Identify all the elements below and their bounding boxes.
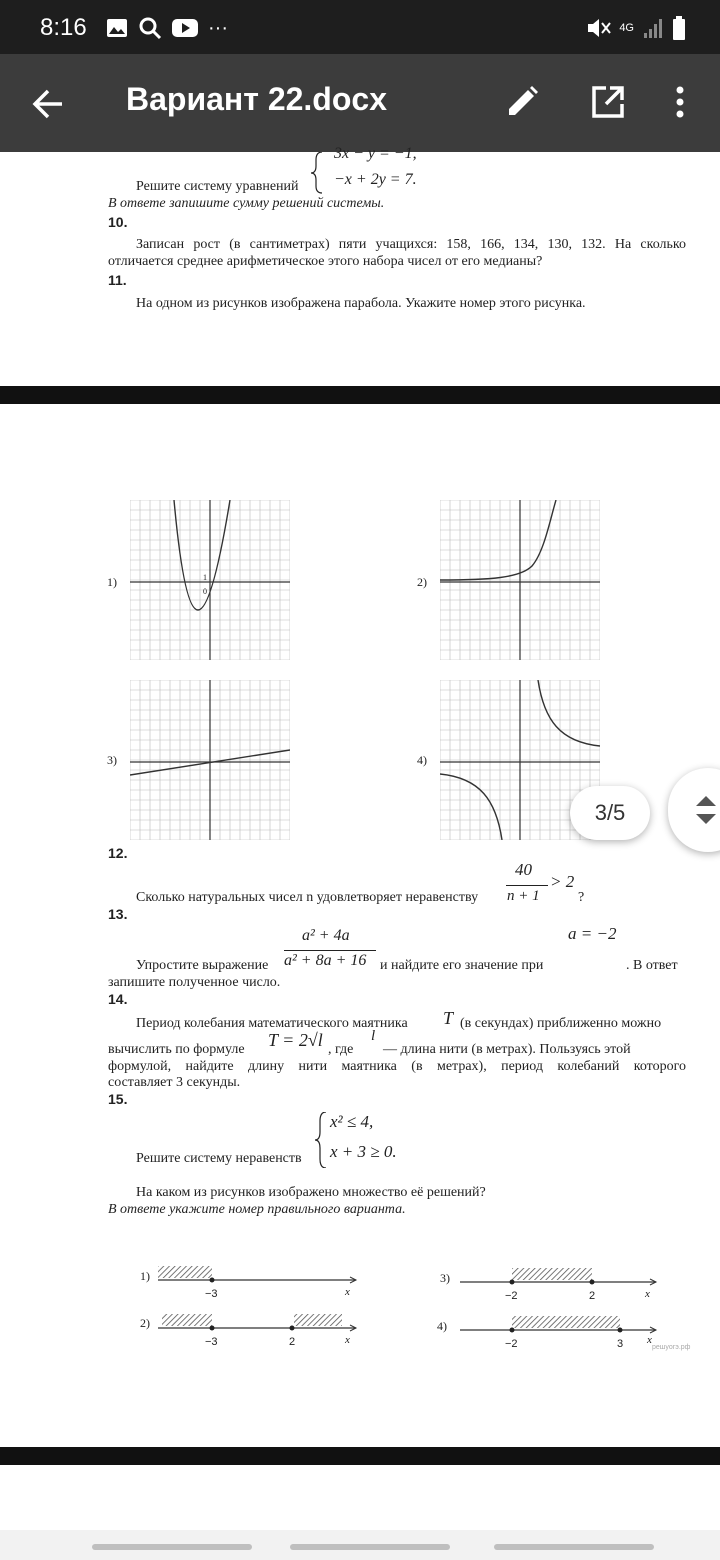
system-eq-2: −x + 2y = 7.: [334, 171, 417, 188]
option-4-line: [460, 1316, 656, 1333]
q13-text4: запишите полученное число.: [108, 975, 281, 990]
graph-1-zero: 0: [203, 587, 207, 596]
opt4-x: x: [647, 1334, 652, 1346]
clock: 8:16: [40, 14, 87, 41]
q10-number: 10.: [108, 214, 128, 230]
battery-icon: [672, 16, 686, 40]
q9-note: В ответе запишите сумму решений системы.: [108, 196, 385, 211]
graph-1-label: 1): [107, 575, 117, 589]
q13-frac-num: a² + 4a: [302, 927, 350, 944]
system-nav-bar: [0, 1530, 720, 1560]
opt3-x: x: [645, 1288, 650, 1300]
edit-pencil-icon[interactable]: [504, 84, 540, 120]
graph-3-label: 3): [107, 753, 117, 767]
q14-number: 14.: [108, 991, 128, 1007]
graph-3-line: [130, 680, 290, 840]
q14-line2a: вычислить по формуле: [108, 1042, 245, 1057]
q15-number: 15.: [108, 1091, 128, 1107]
option-1-line: [158, 1266, 356, 1283]
graph-1-parabola: [130, 500, 290, 660]
opt1-x: x: [345, 1286, 350, 1298]
q13-text2: и найдите его значение при: [380, 958, 544, 973]
q15-note: В ответе укажите номер правильного варианта.: [108, 1202, 406, 1217]
signal-icon: [642, 17, 664, 39]
more-notifications: ···: [208, 16, 228, 39]
opt3-label: 3): [440, 1271, 450, 1285]
opt4-label: 4): [437, 1319, 447, 1333]
option-2-line: [158, 1314, 356, 1331]
q14-line4: составляет 3 секунды.: [108, 1075, 241, 1090]
brace-icon: [314, 1112, 328, 1168]
opt2-x: x: [345, 1334, 350, 1346]
q12-text: Сколько натуральных чисел n удовлетворяет неравенству: [136, 890, 479, 905]
q14-l: l: [371, 1028, 376, 1044]
q13-a-value: a = −2: [568, 924, 617, 943]
q13-text1: Упростите выражение: [136, 958, 269, 973]
system-eq-1: 3x − y = −1,: [334, 145, 417, 162]
q15-question: На каком из рисунков изображено множество её решений?: [136, 1185, 486, 1200]
q15-sys-1: x² ≤ 4,: [330, 1112, 374, 1131]
nav-handle-right[interactable]: [494, 1544, 654, 1550]
search-icon: [138, 16, 162, 40]
q12-rhs: > 2: [550, 872, 575, 891]
q13-fraction-bar: [284, 950, 376, 951]
q14-line2b: , где: [328, 1042, 354, 1057]
graph-2-label: 2): [417, 575, 427, 589]
q9-text: Решите систему уравнений: [136, 179, 299, 194]
opt2-p2: 2: [289, 1336, 296, 1348]
youtube-icon: [172, 18, 198, 38]
app-bar: [0, 54, 720, 152]
opt3-m2: −2: [505, 1290, 518, 1302]
scroll-up-down-icon: [688, 790, 720, 830]
q11-number: 11.: [108, 272, 127, 288]
graph-4-label: 4): [417, 753, 427, 767]
opt3-p2: 2: [589, 1290, 596, 1302]
q14-formula: T = 2√l: [268, 1030, 323, 1050]
q14-line1: Период колебания математического маятника: [136, 1016, 408, 1031]
more-vert-icon[interactable]: [668, 84, 692, 120]
q14-line1b: (в секундах) приближенно можно: [460, 1016, 662, 1031]
document-title: Вариант 22.docx: [126, 81, 387, 117]
q14-line3: формулой, найдите длину нити маятника (в метрах), период колебаний которого: [108, 1059, 686, 1074]
q11-text: На одном из рисунков изображена парабола. Укажите номер этого рисунка.: [136, 296, 586, 311]
opt1-label: 1): [140, 1269, 150, 1283]
q12-frac-den: n + 1: [507, 888, 540, 904]
nav-handle-center[interactable]: [290, 1544, 450, 1550]
q15-text: Решите систему неравенств: [136, 1151, 302, 1166]
q14-line2c: — длина нити (в метрах). Пользуясь этой: [383, 1042, 631, 1057]
network-type: 4G: [619, 21, 634, 34]
q13-frac-den: a² + 8a + 16: [284, 952, 367, 969]
document-page-4: [0, 1465, 720, 1530]
back-arrow-icon[interactable]: [30, 86, 66, 122]
open-external-icon[interactable]: [590, 84, 626, 120]
brace-icon: [310, 152, 324, 194]
q12-question-mark: ?: [578, 890, 585, 905]
opt4-p3: 3: [617, 1338, 624, 1350]
gallery-icon: [106, 18, 128, 38]
status-bar: [0, 0, 720, 54]
notification-icons: [106, 14, 228, 42]
option-3-line: [460, 1268, 656, 1285]
opt2-label: 2): [140, 1316, 150, 1330]
q13-number: 13.: [108, 906, 128, 922]
q12-frac-num: 40: [515, 860, 532, 879]
mute-icon: [585, 16, 611, 40]
graph-1-one: 1: [203, 573, 207, 582]
watermark: решуогэ.рф: [652, 1344, 691, 1351]
opt4-m2: −2: [505, 1338, 518, 1350]
q10-line1: Записан рост (в сантиметрах) пяти учащихся: 158, 166, 134, 130, 132. На сколько: [136, 237, 686, 252]
page-separator: [0, 386, 720, 404]
q15-sys-2: x + 3 ≥ 0.: [330, 1142, 397, 1161]
page-separator: [0, 1447, 720, 1465]
document-page-2: [0, 145, 720, 386]
q13-text3: . В ответ: [626, 958, 678, 973]
nav-handle-left[interactable]: [92, 1544, 252, 1550]
q14-T: T: [443, 1008, 454, 1028]
document-page-3: [0, 404, 720, 1447]
opt1-m3: −3: [205, 1288, 218, 1300]
system-icons: [585, 13, 686, 43]
q10-line2: отличается среднее арифметическое этого набора чисел от его медианы?: [108, 254, 543, 269]
q12-number: 12.: [108, 845, 128, 861]
opt2-m3: −3: [205, 1336, 218, 1348]
q12-fraction-bar: [506, 885, 548, 886]
graph-2-exponential: [440, 500, 600, 660]
page-indicator: 3/5: [570, 786, 650, 840]
